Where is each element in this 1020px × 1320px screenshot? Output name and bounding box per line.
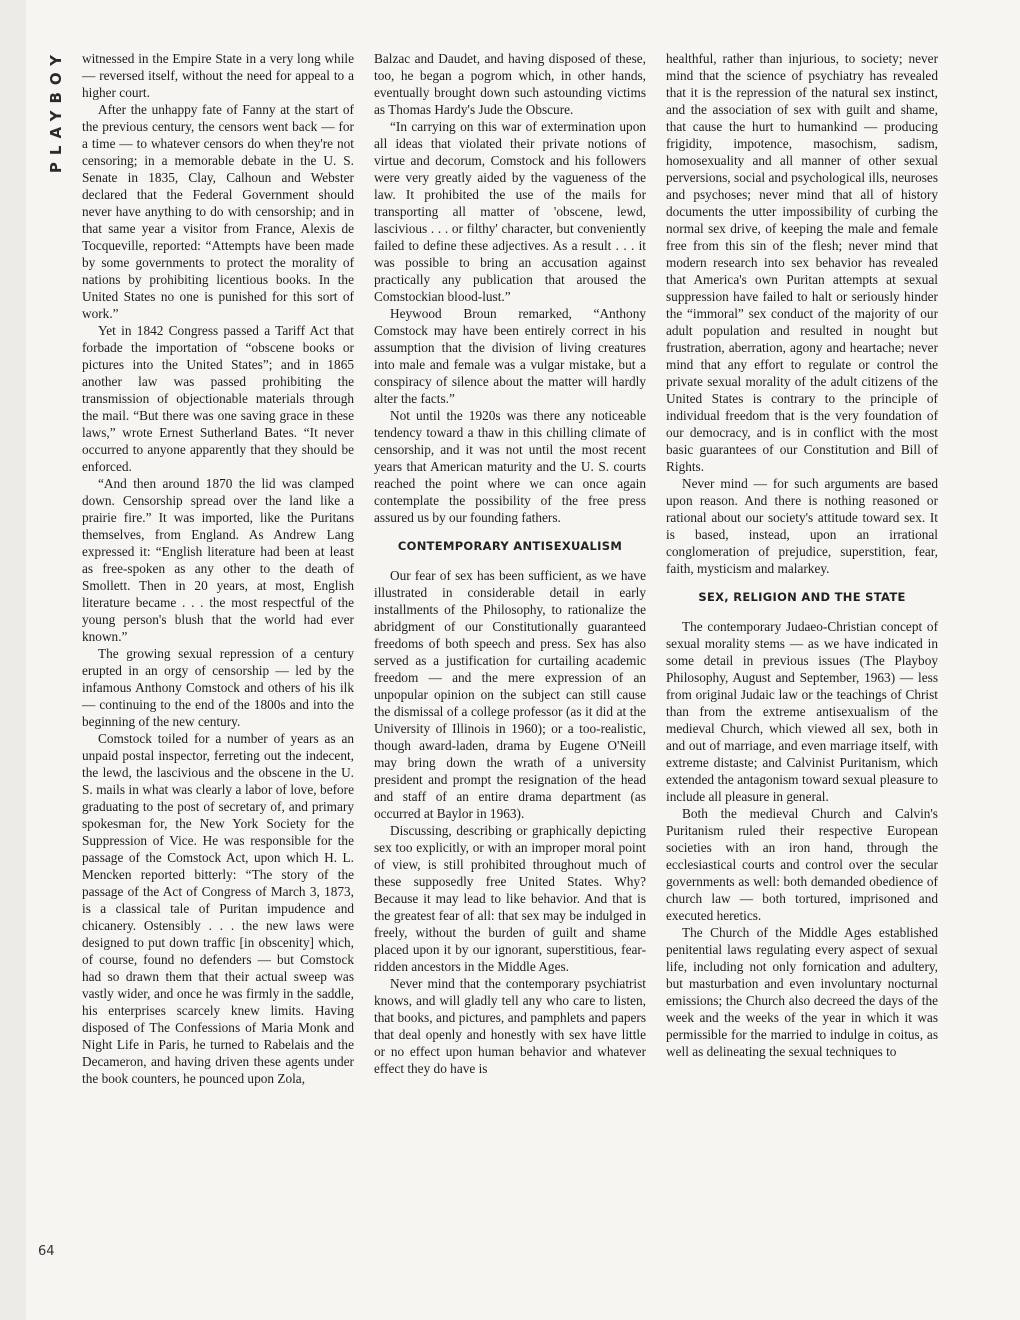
paragraph: Discussing, describing or graphically depicting sex too explicitly, or with an improper moral point of view, is still prohibited throughout much of these supposedly free United States. Why? Because it may lead to like behavior. And that is the greatest fear of all: that sex may be indulged in freely, without the burden of guilt and shame placed upon it by our ignorant, superstitious, fear-ridden ancestors in the Middle Ages. [374,823,646,974]
paragraph: After the unhappy fate of Fanny at the start of the previous century, the censors went back — for a time — to whatever censors do when they're not censoring; in a memorable debate in the U. S. Senate in 1835, Clay, Calhoun and Webster declared that the Federal Government should never have anything to do with censorship; and in that same year a visitor from France, Alexis de Tocqueville, reported: “Attempts have been made by some governments to protect the morality of nations by prohibiting licentious books. In the United States no one is punished for this sort of work.” [82,102,354,321]
page-edge [0,0,26,1320]
paragraph: Both the medieval Church and Calvin's Puritanism ruled their respective European societies with an iron hand, through the ecclesiastical courts and control over the secular governments as well: both demanded obedience of church law — both tortured, imprisoned and executed heretics. [666,806,938,923]
paragraph: Comstock toiled for a number of years as an unpaid postal inspector, ferreting out the indecent, the lewd, the lascivious and the obscene in the U. S. mails in what was clearly a labor of love, before graduating to the post of secretary of, and primary spokesman for, the New York Society for the Suppression of Vice. He was responsible for the passage of the Comstock Act, upon which H. L. Mencken reported bitterly: “The story of the passage of the Act of Congress of March 3, 1873, is a classical tale of Puritan impudence and chicanery. Ostensibly . . . the new laws were designed to put down traffic [in obscenity] which, of course, found no defenders — but Comstock had so drawn them that their actual sweep was vastly wider, and once he was firmly in the saddle, his enterprises scarcely knew limits. Having disposed of The Confessions of Maria Monk and Night Life in Paris, he turned to Rabelais and the Decameron, and having driven these agents under the book counters, he pounced upon Zola, [82,731,354,1086]
running-head [36,48,76,188]
paragraph: The Church of the Middle Ages established penitential laws regulating every aspect of sexual life, including not only fornication and adultery, but masturbation and even involuntary nocturnal emissions; the Church also decreed the days of the week and the weeks of the year in which it was permissible for the married to indulge in coitus, as well as delineating the sexual techniques to [666,925,938,1059]
text-column-3 [666,50,938,1060]
paragraph: Not until the 1920s was there any noticeable tendency toward a thaw in this chilling climate of censorship, and it was not until the most recent years that American maturity and the U. S. courts reached the point where we can once again contemplate the possibility of the free press assured us by our founding fathers. [374,408,646,525]
paragraph: Our fear of sex has been sufficient, as we have illustrated in considerable detail in early installments of the Philosophy, to rationalize the abridgment of our Constitutionally guaranteed freedoms of both speech and press. Sex has also served as a justification for curtailing academic freedom — and the mere expression of an unpopular opinion on the subject can still cause the dismissal of a college professor (as it did at the University of Illinois in 1960); or a too-realistic, though award-laden, drama by Eugene O'Neill may bring down the wrath of a university president and prompt the resignation of the head and staff of an entire drama department (as occurred at Baylor in 1963). [374,568,646,821]
paragraph: Yet in 1842 Congress passed a Tariff Act that forbade the importation of “obscene books or pictures into the United States”; and in 1865 another law was passed prohibiting the transmission of objectionable materials through the mail. “But there was one saving grace in these laws,” wrote Ernest Sutherland Bates. “It never occurred to anyone apparently that they should be enforced. [82,323,354,474]
paragraph: Never mind — for such arguments are based upon reason. And there is nothing reasoned or rational about our society's attitude toward sex. It is based, instead, upon an irrational conglomeration of prejudice, superstition, fear, faith, mysticism and malarkey. [666,476,938,576]
paragraph: witnessed in the Empire State in a very long while — reversed itself, without the need for appeal to a higher court. [82,51,354,100]
paragraph: “In carrying on this war of extermination upon all ideas that violated their private notions of virtue and decorum, Comstock and his followers were very greatly aided by the vagueness of the law. It prohibited the use of the mails for transporting all matter of 'obscene, lewd, lascivious . . . or filthy' character, but conveniently failed to define these adjectives. As a result . . . it was possible to bring an accusation against practically any publication that aroused the Comstockian blood-lust.” [374,119,646,304]
paragraph: The contemporary Judaeo-Christian concept of sexual morality stems — as we have indicated in some detail in previous issues (The Playboy Philosophy, August and September, 1963) — less from original Judaic law or the teachings of Christ than from the extreme antisexualism of the medieval Church, which viewed all sex, both in and out of marriage, and even marriage itself, with extreme distaste; and Calvinist Puritanism, which extended the antagonism toward sexual pleasure to include all pleasure in general. [666,619,938,804]
magazine-name: PLAYBOY [47,48,65,174]
section-heading: CONTEMPORARY ANTISEXUALISM [397,539,623,553]
paragraph: Balzac and Daudet, and having disposed of these, too, he began a pogrom which, in other hands, eventually brought down such astounding victims as Thomas Hardy's Jude the Obscure. [374,51,646,117]
text-column-2 [374,50,646,1077]
paragraph: The growing sexual repression of a century erupted in an orgy of censorship — led by the infamous Anthony Comstock and others of his ilk — continuing to the end of the 1800s and into the beginning of the new century. [82,646,354,729]
text-column-1 [82,50,354,1087]
section-heading: SEX, RELIGION AND THE STATE [698,590,906,604]
paragraph: “And then around 1870 the lid was clamped down. Censorship spread over the land like a prairie fire.” It was imported, like the Puritans themselves, from England. As Andrew Lang expressed it: “English literature had been at least as free-spoken as any other to the death of Smollett. Then in 20 years, at most, English literature became . . . the most respectful of the young person's blush that the world had ever known.” [82,476,354,644]
paragraph: Heywood Broun remarked, “Anthony Comstock may have been entirely correct in his assumption that the division of living creatures into male and female was a vulgar mistake, but a conspiracy of silence about the matter will hardly alter the facts.” [374,306,646,406]
paragraph: healthful, rather than injurious, to society; never mind that the science of psychiatry has revealed that it is the repression of the natural sex instinct, and the association of sex with guilt and shame, that cause the hurt to humankind — producing frigidity, impotence, masochism, sadism, homosexuality and all manner of other sexual perversions, social and psychological ills, neuroses and psychoses; never mind that all of history documents the utter impossibility of curbing the normal sex drive, of keeping the male and female free from this sin of the flesh; never mind that modern research into sex behavior has revealed that America's own Puritan attempts at sexual suppression have failed to halt or seriously hinder the “immoral” sex conduct of the majority of our adult population and resulted in nought but frustration, aberration, agony and heartache; never mind that any effort to regulate or control the private sexual morality of the adult citizens of the United States is contrary to the principle of individual freedom that is the very foundation of our democracy, and is in conflict with the most basic guarantees of our Constitution and Bill of Rights. [666,51,938,474]
page-number: 64 [38,1244,55,1259]
paragraph: Never mind that the contemporary psychiatrist knows, and will gladly tell any who care to listen, that books, and pictures, and pamphlets and papers that deal openly and honestly with sex have little or no effect upon human behavior and whatever effect they do have is [374,976,646,1076]
